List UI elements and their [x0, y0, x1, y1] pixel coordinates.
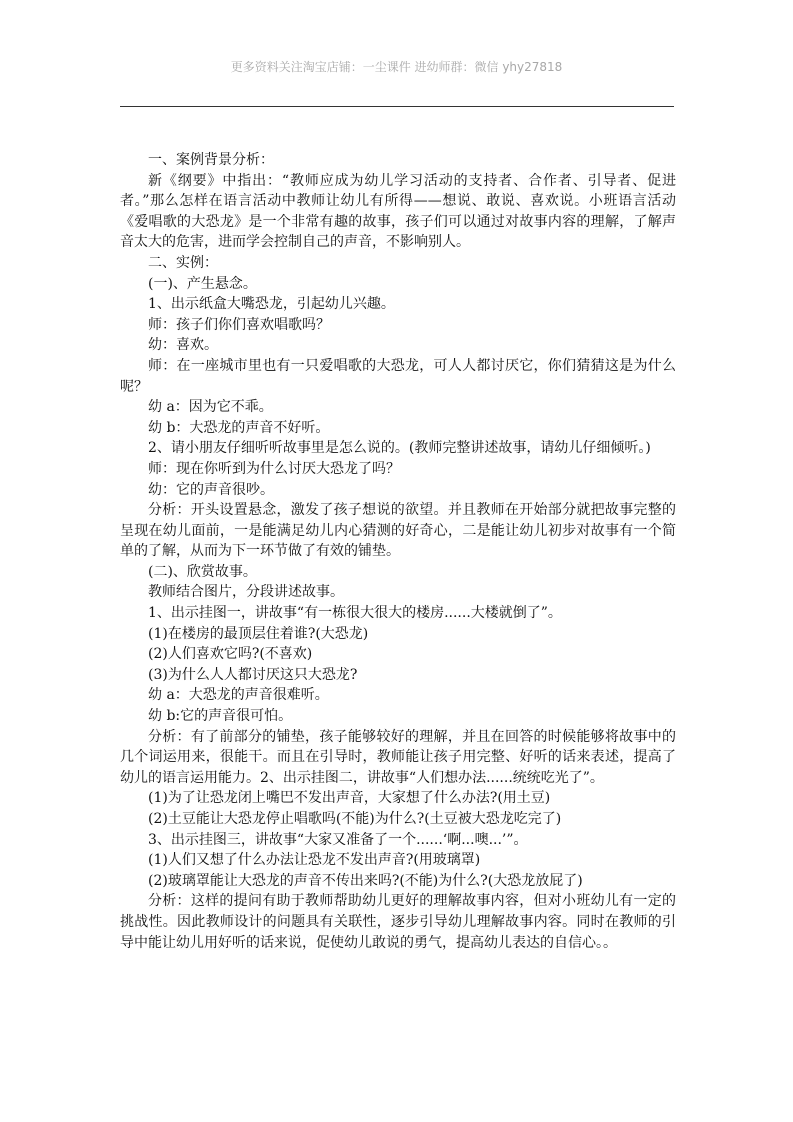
paragraph: (1)为了让恐龙闭上嘴巴不发出声音，大家想了什么办法?(用土豆): [148, 790, 551, 807]
paragraph: 幼 b:它的声音很可怕。: [148, 708, 293, 725]
paragraph: (一)、产生悬念。: [148, 275, 257, 292]
paragraph: (2)人们喜欢它吗?(不喜欢): [148, 646, 313, 663]
paragraph: 幼 a：大恐龙的声音很难听。: [148, 687, 329, 704]
paragraph: 师：孩子们你们喜欢唱歌吗？: [148, 316, 330, 333]
paragraph: 幼 a：因为它不乖。: [148, 399, 273, 416]
paragraph: 分析：有了前部分的铺垫，孩子能够较好的理解，并且在回答的时候能够将故事中的几个词运用来，很能干。而且在引导时，教师能让孩子用完整、好听的话来表述，提高了幼儿的语言运用能力。2、出示挂图二，讲故事“人们想办法......统统吃光了”。: [120, 728, 676, 786]
paragraph: 3、出示挂图三，讲故事“大家又准备了一个......‘啊...噢...’”。: [148, 831, 528, 848]
paragraph: (二)、欣赏故事。: [148, 563, 257, 580]
paragraph: 幼：喜欢。: [148, 337, 218, 354]
page-header-watermark: 更多资料关注淘宝店铺：一尘课件 进幼师群：微信 yhy27818: [230, 60, 563, 74]
paragraph: (1)在楼房的最顶层住着谁?(大恐龙): [148, 625, 369, 642]
paragraph: 幼 b：大恐龙的声音不好听。: [148, 419, 330, 436]
paragraph: 教师结合图片，分段讲述故事。: [148, 584, 344, 601]
paragraph: 1、出示挂图一，讲故事“有一栋很大很大的楼房......大楼就倒了”。: [148, 605, 562, 622]
paragraph: (1)人们又想了什么办法让恐龙不发出声音?(用玻璃罩): [148, 852, 481, 869]
paragraph: (2)玻璃罩能让大恐龙的声音不传出来吗?(不能)为什么?(大恐龙放屁了): [148, 872, 583, 889]
paragraph: (3)为什么人人都讨厌这只大恐龙?: [148, 666, 358, 683]
paragraph: 分析：开头设置悬念，激发了孩子想说的欲望。并且教师在开始部分就把故事完整的呈现在幼儿面前，一是能满足幼儿内心猜测的好奇心，二是能让幼儿初步对故事有一个简单的了解，从而为下一环节做了有效的铺垫。: [120, 502, 676, 560]
paragraph: 分析：这样的提问有助于教师帮助幼儿更好的理解故事内容，但对小班幼儿有一定的挑战性。因此教师设计的问题具有关联性，逐步引导幼儿理解故事内容。同时在教师的引导中能让幼儿用好听的话来说，促使幼儿敢说的勇气，提高幼儿表达的自信心。。: [120, 893, 676, 951]
document-body: [120, 150, 676, 953]
paragraph: 幼：它的声音很吵。: [148, 481, 274, 498]
paragraph: 新《纲要》中指出：“教师应成为幼儿学习活动的支持者、合作者、引导者、促进者。”那么怎样在语言活动中教师让幼儿有所得——想说、敢说、喜欢说。小班语言活动《爱唱歌的大恐龙》是一个非常有趣的故事，孩子们可以通过对故事内容的理解，了解声音太大的危害，进而学会控制自己的声音，不影响别人。: [120, 172, 676, 251]
paragraph: 2、请小朋友仔细听听故事里是怎么说的。(教师完整讲述故事，请幼儿仔细倾听。): [148, 440, 651, 457]
paragraph: 师：在一座城市里也有一只爱唱歌的大恐龙，可人人都讨厌它，你们猜猜这是为什么呢？: [120, 357, 676, 395]
paragraph: 1、出示纸盒大嘴恐龙，引起幼儿兴趣。: [148, 296, 395, 313]
paragraph: (2)土豆能让大恐龙停止唱歌吗(不能)为什么?(土豆被大恐龙吃完了): [148, 811, 562, 827]
paragraph: 二、实例：: [148, 254, 218, 271]
paragraph: 一、案例背景分析：: [148, 152, 274, 168]
header-rule: [120, 106, 674, 107]
paragraph: 师：现在你听到为什么讨厌大恐龙了吗？: [148, 460, 400, 477]
